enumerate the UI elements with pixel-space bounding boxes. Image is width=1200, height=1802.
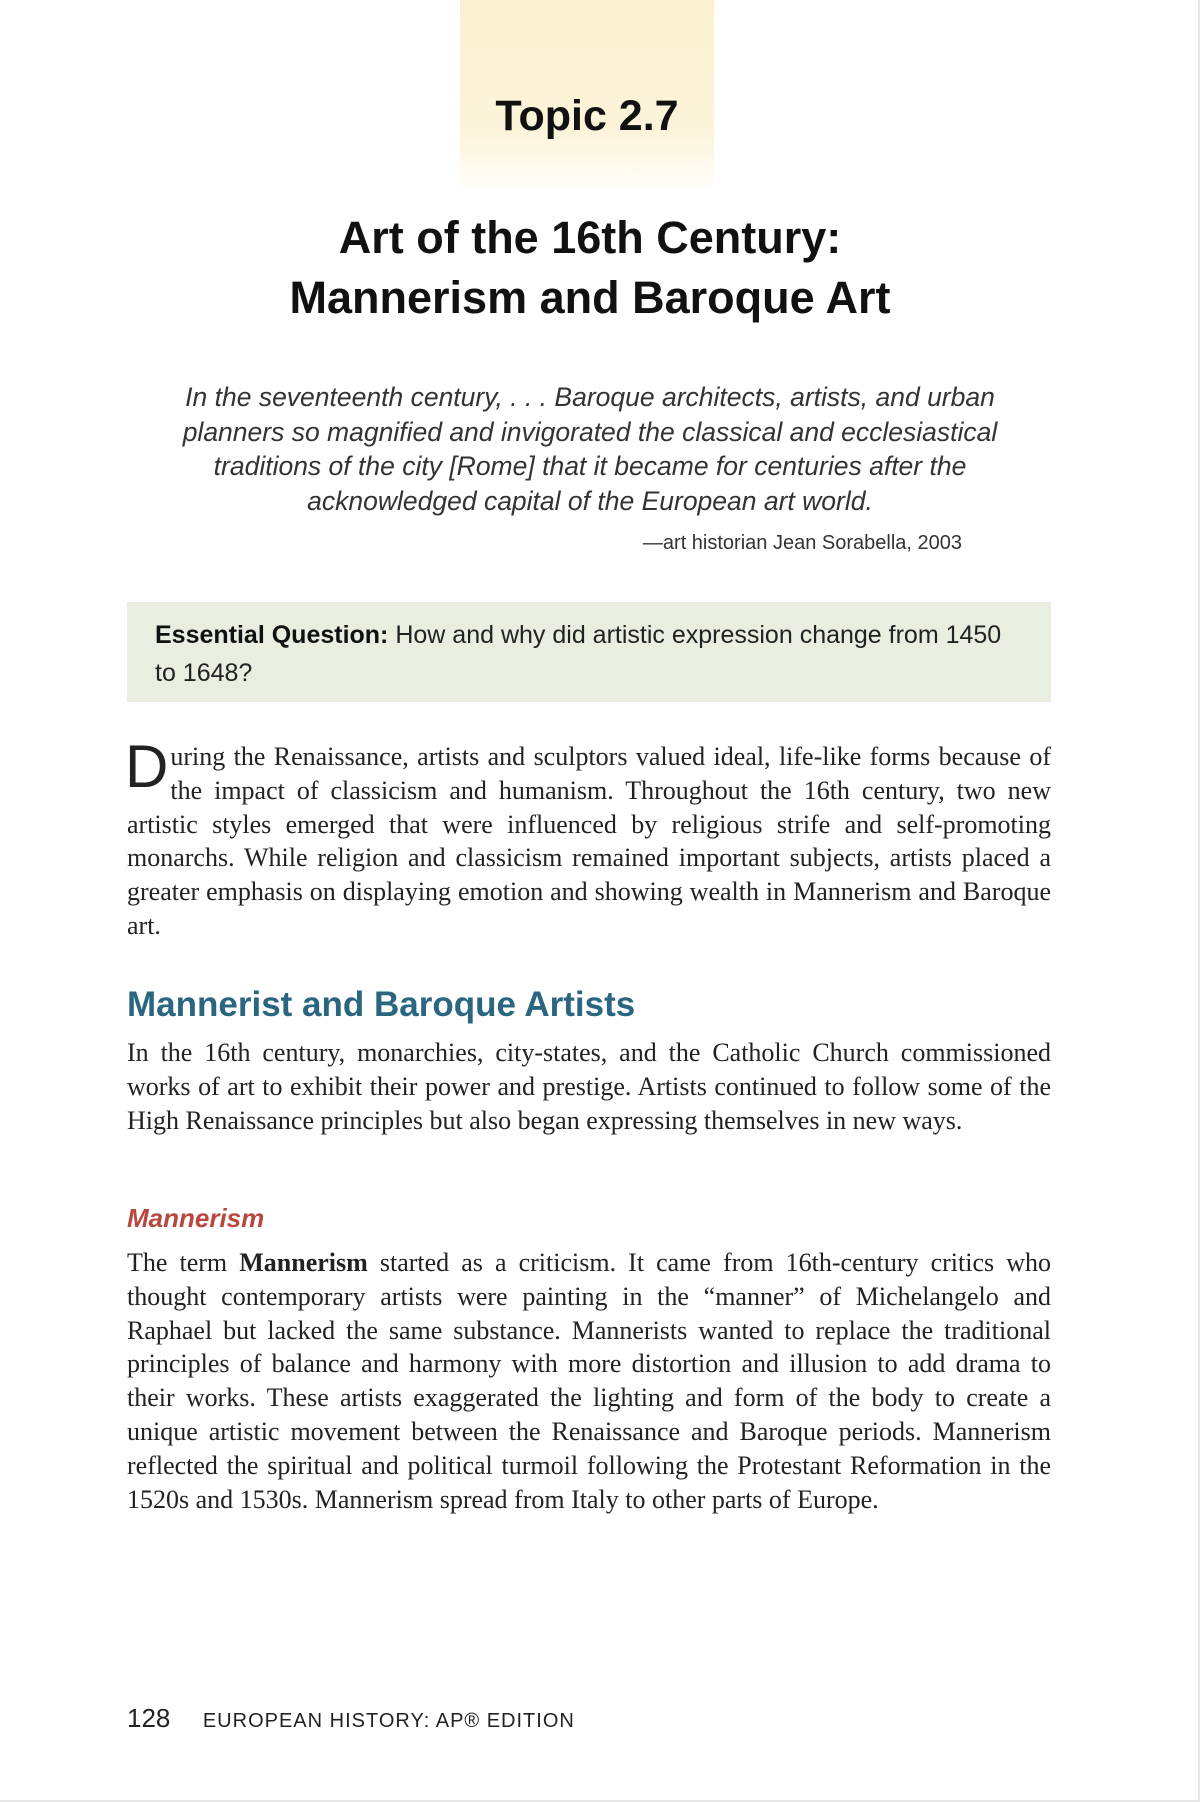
epigraph-quote: In the seventeenth century, . . . Baroque architects, artists, and urban planners so magnified and invigorated the classical and ecclesiastical traditions of the city [Rome] that it became for centuries after the acknowledged capital of the European art world. <box>182 382 998 516</box>
epigraph-attribution: —art historian Jean Sorabella, 2003 <box>642 532 962 554</box>
subsection-text-after: started as a criticism. It came from 16th-century critics who thought contemporary artists were painting in the “manner” of Michelangelo and Raphael but lacked the same substance. Mannerists wanted to replace the traditional principles of balance and harmony with more distortion and illusion to add drama to their works. These artists exaggerated the lighting and form of the body to create a unique artistic movement between the Renaissance and Baroque periods. Mannerism reflected the spiritual and political turmoil following the Protestant Reformation in the 1520s and 1530s. Mannerism spread from Italy to other parts of Europe. <box>127 1248 1051 1514</box>
title-line-1: Art of the 16th Century: <box>338 212 842 263</box>
drop-cap: D <box>125 733 169 800</box>
topic-label: Topic 2.7 <box>495 92 679 140</box>
title-line-2: Mannerism and Baroque Art <box>289 272 891 323</box>
subsection-heading: Mannerism <box>127 1203 265 1233</box>
subsection-paragraph <box>127 1246 1051 1516</box>
essential-question-label: Essential Question: <box>155 621 389 649</box>
page-title <box>120 208 1060 328</box>
page-footer <box>127 1703 575 1734</box>
intro-paragraph <box>125 733 1051 943</box>
essential-question-text: How and why did artistic expression change from 1450 to 1648? <box>155 621 1002 687</box>
section-heading: Mannerist and Baroque Artists <box>127 985 636 1024</box>
subsection-text-before: The term <box>127 1248 240 1277</box>
section-paragraph: In the 16th century, monarchies, city-states, and the Catholic Church commissioned works of art to exhibit their power and prestige. Artists continued to follow some of the High Renaissance principles but also began expressing themselves in new ways. <box>127 1038 1051 1135</box>
essential-question-box <box>127 602 1051 702</box>
book-title: EUROPEAN HISTORY: AP® EDITION <box>202 1710 575 1732</box>
intro-text: uring the Renaissance, artists and sculptors valued ideal, life-like forms because of the impact of classicism and humanism. Throughout the 16th century, two new artistic styles emerged that were influenced by religious strife and self-promoting monarchs. While religion and classicism remained important subjects, artists placed a greater emphasis on displaying emotion and showing wealth in Mannerism and Baroque art. <box>127 742 1051 940</box>
key-term: Mannerism <box>239 1248 368 1277</box>
page-number: 128 <box>127 1703 171 1733</box>
